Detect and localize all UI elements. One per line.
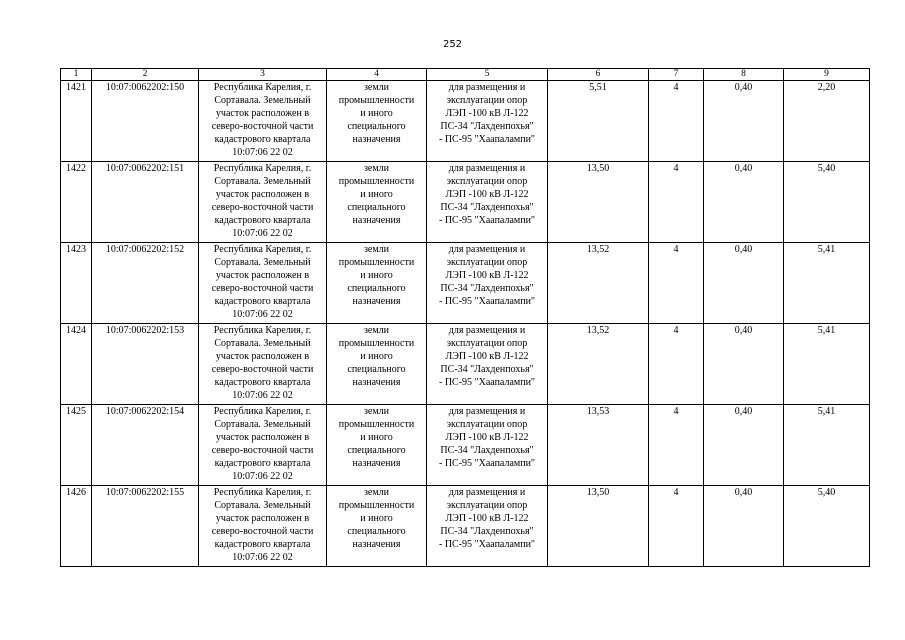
- row-number: 1422: [61, 162, 92, 243]
- land-category: [327, 243, 427, 324]
- column-6-value: 13,50: [548, 162, 649, 243]
- location-text: Республика Карелия, г. Сортавала. Земельный участок расположен в северо-восточной части кадастрового квартала 10:07:06 22 02: [211, 406, 314, 482]
- column-6-value: 13,50: [548, 486, 649, 567]
- column-header-4: 4: [327, 69, 427, 81]
- location-description: [199, 405, 327, 486]
- category-text: земли промышленности и иного специального назначения: [338, 244, 415, 307]
- column-header-6: 6: [548, 69, 649, 81]
- row-number: 1426: [61, 486, 92, 567]
- cadastral-number: 10:07:0062202:151: [92, 162, 199, 243]
- cadastral-number: 10:07:0062202:154: [92, 405, 199, 486]
- column-7-value: 4: [649, 81, 704, 162]
- location-description: [199, 486, 327, 567]
- column-8-value: 0,40: [704, 324, 784, 405]
- location-description: [199, 162, 327, 243]
- row-number: 1425: [61, 405, 92, 486]
- category-text: земли промышленности и иного специального назначения: [338, 163, 415, 226]
- location-text: Республика Карелия, г. Сортавала. Земельный участок расположен в северо-восточной части кадастрового квартала 10:07:06 22 02: [211, 163, 314, 239]
- table-row: [61, 243, 870, 324]
- column-9-value: 5,41: [784, 243, 870, 324]
- column-header-2: 2: [92, 69, 199, 81]
- purpose-text: для размещения и эксплуатации опор ЛЭП -100 кВ Л-122 ПС-34 "Лахденпохья" - ПС-95 "Хаапалампи": [438, 82, 536, 145]
- purpose-text: для размещения и эксплуатации опор ЛЭП -100 кВ Л-122 ПС-34 "Лахденпохья" - ПС-95 "Хаапалампи": [438, 487, 536, 550]
- row-number: 1421: [61, 81, 92, 162]
- permitted-use: [427, 486, 548, 567]
- column-9-value: 2,20: [784, 81, 870, 162]
- location-text: Республика Карелия, г. Сортавала. Земельный участок расположен в северо-восточной части кадастрового квартала 10:07:06 22 02: [211, 325, 314, 401]
- location-text: Республика Карелия, г. Сортавала. Земельный участок расположен в северо-восточной части кадастрового квартала 10:07:06 22 02: [211, 82, 314, 158]
- land-category: [327, 405, 427, 486]
- land-category: [327, 486, 427, 567]
- cadastral-number: 10:07:0062202:153: [92, 324, 199, 405]
- table-row: [61, 405, 870, 486]
- category-text: земли промышленности и иного специального назначения: [338, 406, 415, 469]
- column-6-value: 13,53: [548, 405, 649, 486]
- land-plot-table: [60, 68, 870, 567]
- column-9-value: 5,40: [784, 486, 870, 567]
- column-8-value: 0,40: [704, 243, 784, 324]
- column-9-value: 5,40: [784, 162, 870, 243]
- purpose-text: для размещения и эксплуатации опор ЛЭП -100 кВ Л-122 ПС-34 "Лахденпохья" - ПС-95 "Хаапалампи": [438, 406, 536, 469]
- column-8-value: 0,40: [704, 486, 784, 567]
- land-category: [327, 81, 427, 162]
- land-category: [327, 162, 427, 243]
- purpose-text: для размещения и эксплуатации опор ЛЭП -100 кВ Л-122 ПС-34 "Лахденпохья" - ПС-95 "Хаапалампи": [438, 163, 536, 226]
- purpose-text: для размещения и эксплуатации опор ЛЭП -100 кВ Л-122 ПС-34 "Лахденпохья" - ПС-95 "Хаапалампи": [438, 325, 536, 388]
- page-number: 252: [442, 39, 463, 50]
- permitted-use: [427, 243, 548, 324]
- column-7-value: 4: [649, 324, 704, 405]
- location-description: [199, 243, 327, 324]
- header-row: [61, 69, 870, 81]
- row-number: 1423: [61, 243, 92, 324]
- column-6-value: 13,52: [548, 243, 649, 324]
- cadastral-number: 10:07:0062202:155: [92, 486, 199, 567]
- location-text: Республика Карелия, г. Сортавала. Земельный участок расположен в северо-восточной части кадастрового квартала 10:07:06 22 02: [211, 487, 314, 563]
- table-row: [61, 486, 870, 567]
- column-header-5: 5: [427, 69, 548, 81]
- column-8-value: 0,40: [704, 81, 784, 162]
- column-header-7: 7: [649, 69, 704, 81]
- column-header-8: 8: [704, 69, 784, 81]
- column-7-value: 4: [649, 405, 704, 486]
- category-text: земли промышленности и иного специального назначения: [338, 487, 415, 550]
- column-header-9: 9: [784, 69, 870, 81]
- permitted-use: [427, 405, 548, 486]
- column-8-value: 0,40: [704, 405, 784, 486]
- column-7-value: 4: [649, 486, 704, 567]
- column-7-value: 4: [649, 243, 704, 324]
- column-7-value: 4: [649, 162, 704, 243]
- column-9-value: 5,41: [784, 324, 870, 405]
- land-category: [327, 324, 427, 405]
- row-number: 1424: [61, 324, 92, 405]
- permitted-use: [427, 162, 548, 243]
- table-row: [61, 324, 870, 405]
- column-header-3: 3: [199, 69, 327, 81]
- table-row: [61, 81, 870, 162]
- location-description: [199, 324, 327, 405]
- location-description: [199, 81, 327, 162]
- table-row: [61, 162, 870, 243]
- location-text: Республика Карелия, г. Сортавала. Земельный участок расположен в северо-восточной части кадастрового квартала 10:07:06 22 02: [211, 244, 314, 320]
- column-6-value: 5,51: [548, 81, 649, 162]
- purpose-text: для размещения и эксплуатации опор ЛЭП -100 кВ Л-122 ПС-34 "Лахденпохья" - ПС-95 "Хаапалампи": [438, 244, 536, 307]
- permitted-use: [427, 324, 548, 405]
- cadastral-number: 10:07:0062202:152: [92, 243, 199, 324]
- cadastral-number: 10:07:0062202:150: [92, 81, 199, 162]
- category-text: земли промышленности и иного специального назначения: [338, 325, 415, 388]
- category-text: земли промышленности и иного специального назначения: [338, 82, 415, 145]
- column-9-value: 5,41: [784, 405, 870, 486]
- column-6-value: 13,52: [548, 324, 649, 405]
- permitted-use: [427, 81, 548, 162]
- column-header-1: 1: [61, 69, 92, 81]
- column-8-value: 0,40: [704, 162, 784, 243]
